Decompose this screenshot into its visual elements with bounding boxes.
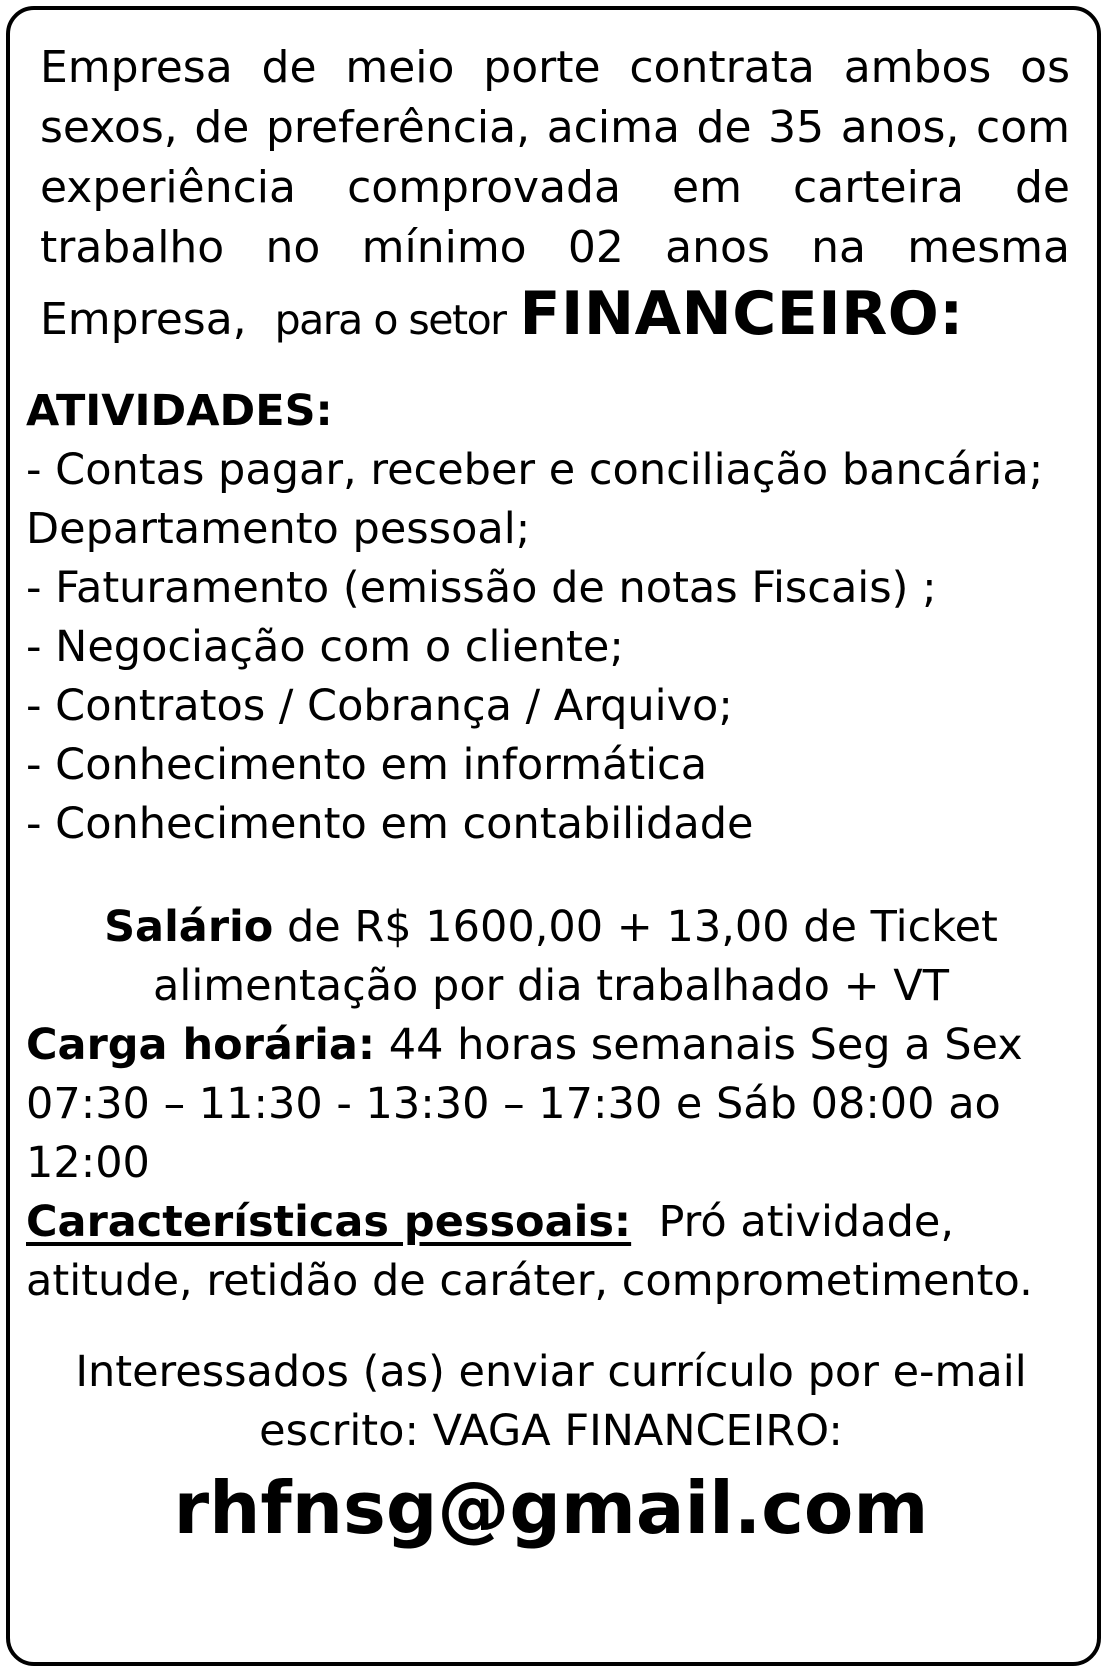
intro-prefix: Empresa,: [40, 294, 247, 345]
traits-label: Características pessoais:: [26, 1197, 632, 1247]
activity-item: - Contas pagar, receber e conciliação bancária;: [26, 445, 1044, 495]
contact-line-2: escrito: VAGA FINANCEIRO:: [259, 1406, 843, 1456]
workload-text: 44 horas semanais Seg a Sex: [388, 1020, 1023, 1070]
activities-heading: ATIVIDADES:: [26, 386, 333, 436]
intro-paragraph: [40, 38, 1070, 350]
intro-line: sexos, de preferência, acima de 35 anos, com: [40, 102, 1070, 153]
salary-label: Salário: [104, 902, 274, 952]
intro-last-line: [40, 279, 1070, 350]
activity-item: - Conhecimento em informática: [26, 740, 708, 790]
traits-text: Pró atividade,: [658, 1197, 954, 1247]
activity-item: - Faturamento (emissão de notas Fiscais) ;: [26, 563, 937, 613]
sector-title: FINANCEIRO:: [519, 279, 964, 349]
intro-line: trabalho no mínimo 02 anos na mesma: [40, 222, 1070, 273]
salary-line-2: alimentação por dia trabalhado + VT: [153, 961, 949, 1011]
contact-email[interactable]: rhfnsg@gmail.com: [173, 1466, 929, 1550]
job-ad: [26, 38, 1076, 1553]
activity-item: Departamento pessoal;: [26, 504, 531, 554]
workload-line: [26, 1016, 1076, 1075]
intro-line: experiência comprovada em carteira de: [40, 162, 1070, 213]
traits-line-2: atitude, retidão de caráter, comprometimento.: [26, 1256, 1033, 1306]
activity-item: - Contratos / Cobrança / Arquivo;: [26, 681, 733, 731]
workload-label: Carga horária:: [26, 1020, 376, 1070]
traits-line: [26, 1193, 1076, 1252]
activity-item: - Negociação com o cliente;: [26, 622, 624, 672]
salary-line: [26, 898, 1076, 957]
contact-line: Interessados (as) enviar currículo por e-mail: [75, 1347, 1027, 1397]
contact-section: [26, 1343, 1076, 1553]
workload-line-3: 12:00: [26, 1138, 150, 1188]
workload-line-2: 07:30 – 11:30 - 13:30 – 17:30 e Sáb 08:00 ao: [26, 1079, 1001, 1129]
activity-item: - Conhecimento em contabilidade: [26, 799, 754, 849]
intro-line: Empresa de meio porte contrata ambos os: [40, 42, 1070, 93]
activities-section: [26, 382, 1076, 854]
intro-setor: para o setor: [274, 296, 506, 344]
salary-text: de R$ 1600,00 + 13,00 de Ticket: [286, 902, 998, 952]
conditions-section: [26, 898, 1076, 1311]
